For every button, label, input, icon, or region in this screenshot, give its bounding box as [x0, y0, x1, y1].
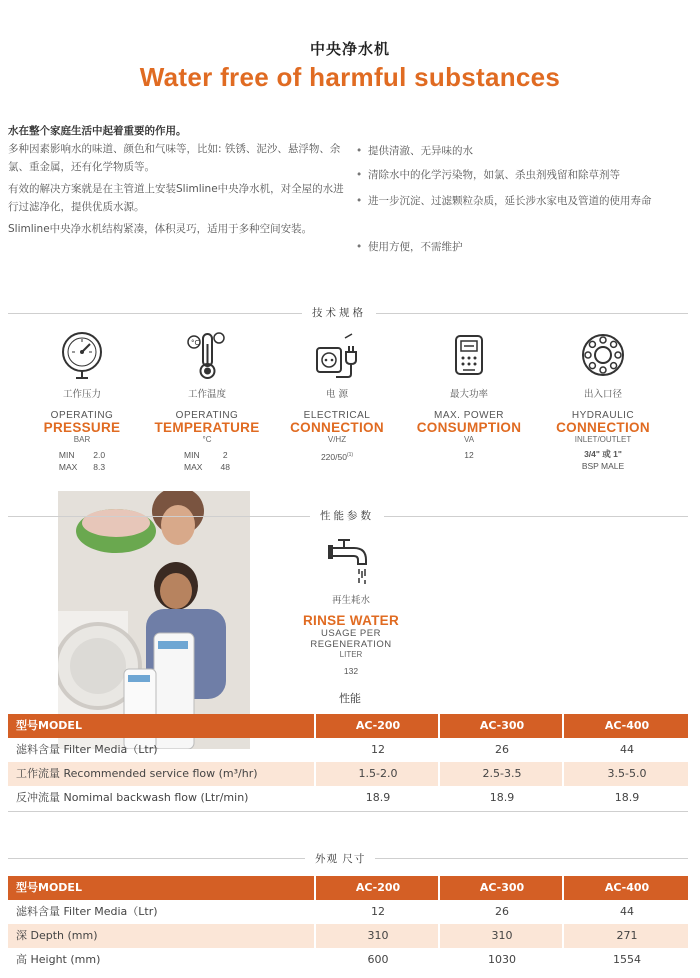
table-cell: 18.9 [614, 791, 640, 804]
table-cell: 1.5-2.0 [358, 767, 398, 780]
table-cell: 滤料含量 Filter Media（Ltr) [16, 905, 158, 918]
performance-section-label: 性能参数 [310, 508, 384, 523]
spec-en-label: MAX. POWER [433, 410, 504, 421]
spec-rinse-water [281, 534, 421, 677]
spec-cn-label: 工作温度 [187, 389, 226, 400]
feature-item: • 提供清澈、无异味的水 [356, 145, 473, 157]
spec-unit: LITER [339, 650, 363, 659]
dimensions-table [8, 876, 688, 972]
specs-section-label: 技术规格 [302, 305, 376, 320]
power-meter-icon [447, 330, 491, 380]
spec-value: 132 [343, 666, 359, 676]
table-cell: 44 [620, 743, 634, 756]
spec-cn-label: 电 源 [325, 389, 349, 400]
table-cell: 深 Depth (mm) [16, 929, 98, 942]
table-row [8, 786, 688, 810]
spec-en-label: OPERATING [175, 410, 239, 421]
spec-unit: V/HZ [327, 435, 347, 444]
power-plug-icon [312, 330, 362, 380]
table-cell: 1030 [488, 953, 516, 966]
spec-en-label: HYDRAULIC [571, 410, 635, 421]
table-header-cell: 型号MODEL [16, 719, 82, 732]
spec-en-label: OPERATING [50, 410, 114, 421]
table-header-cell: AC-200 [355, 881, 401, 894]
feature-item: • 使用方便，不需维护 [356, 241, 463, 253]
intro-p3: Slimline中央净水机结构紧凑，体积灵巧，适用于多种空间安装。 [8, 223, 313, 235]
spec-en-title: TEMPERATURE [154, 420, 260, 435]
spec-unit: INLET/OUTLET [574, 435, 632, 444]
spec-value: 12 [464, 450, 474, 460]
performance-table [8, 714, 688, 810]
svg-text:°C: °C [191, 339, 200, 347]
pressure-gauge-icon [60, 330, 104, 380]
spec-minmax: MIN 2 MAX 48 [184, 450, 230, 472]
table-cell: 12 [371, 905, 385, 918]
table-cell: 18.9 [365, 791, 391, 804]
table-cell: 2.5-3.5 [482, 767, 522, 780]
table-row [8, 762, 688, 786]
table-cell: 工作流量 Recommended service flow (m³/hr) [16, 767, 258, 780]
spec-cn-label: 最大功率 [449, 389, 488, 400]
spec-en-title: CONNECTION [290, 420, 384, 435]
table-header-cell: AC-400 [604, 881, 650, 894]
spec-value: 220/50$^{(1)}$ [320, 451, 354, 462]
spec-value-2: BSP MALE [581, 461, 625, 471]
spec-unit: °C [202, 435, 212, 444]
table-header-row [8, 714, 688, 738]
table1-caption: 性能 [339, 692, 361, 705]
product-lifestyle-photo [58, 491, 250, 749]
intro-lead: 水在整个家庭生活中起着重要的作用。 [8, 125, 187, 137]
spec-en-title: PRESSURE [43, 420, 121, 435]
spec-electrical-connection [272, 330, 402, 463]
spec-en-title: CONSUMPTION [416, 420, 522, 435]
table-cell: 600 [367, 953, 389, 966]
table-header-row [8, 876, 688, 900]
spec-cn-label: 再生耗水 [331, 595, 370, 606]
table-cell: 310 [367, 929, 389, 942]
table-cell: 12 [371, 743, 385, 756]
table-header-cell: AC-300 [479, 719, 525, 732]
spec-en-label: ELECTRICAL [303, 410, 371, 421]
intro-p2: 有效的解决方案就是在主管道上安装Slimline中央净水机，对全屋的水进行过滤净化，提供优质水源。 [8, 183, 344, 213]
page-title-en: Water free of harmful substances [139, 62, 561, 92]
spec-unit: BAR [73, 435, 91, 444]
table-header-cell: AC-200 [355, 719, 401, 732]
spec-minmax: MIN 2.0 MAX 8.3 [58, 450, 106, 472]
spec-en-label: USAGE PER REGENERATION [310, 628, 392, 650]
table-cell: 26 [495, 743, 509, 756]
page-title-cn: 中央净水机 [309, 40, 390, 58]
feature-item: • 清除水中的化学污染物，如氯、杀虫剂残留和除草剂等 [356, 169, 620, 181]
table-row [8, 900, 688, 924]
table-row [8, 924, 688, 948]
spec-value: 3/4" 或 1" [584, 449, 622, 459]
table-cell: 44 [620, 905, 634, 918]
spec-max-power [404, 330, 534, 461]
table-cell: 271 [616, 929, 638, 942]
feature-item: • 进一步沉淀、过滤颗粒杂质，延长涉水家电及管道的使用寿命 [356, 195, 652, 207]
spec-cn-label: 工作压力 [62, 389, 101, 400]
table-cell: 滤料含量 Filter Media（Ltr) [16, 743, 158, 756]
table2-caption: 外观 尺寸 [305, 851, 375, 866]
table-row [8, 738, 688, 762]
table-cell: 高 Height (mm) [16, 953, 101, 966]
table-cell: 1554 [613, 953, 641, 966]
spec-cn-label: 出入口径 [583, 389, 622, 400]
table-header-cell: AC-400 [604, 719, 650, 732]
spec-en-title: RINSE WATER [302, 613, 400, 628]
table-header-cell: 型号MODEL [16, 881, 82, 894]
intro-text [8, 122, 348, 238]
intro-p1: 多种因素影响水的味道、颜色和气味等，比如: 铁锈、泥沙、悬浮物、余氯、重金属，还有化学物质等。 [8, 143, 341, 173]
spec-unit: VA [463, 435, 475, 444]
divider [8, 811, 688, 812]
spec-operating-temperature [142, 330, 272, 473]
spec-en-title: CONNECTION [556, 420, 650, 435]
flange-icon [578, 330, 628, 380]
table-cell: 3.5-5.0 [607, 767, 647, 780]
table-cell: 310 [491, 929, 513, 942]
spec-operating-pressure [17, 330, 147, 473]
table-cell: 反冲流量 Nomimal backwash flow (Ltr/min) [16, 791, 249, 804]
faucet-icon [326, 534, 376, 586]
spec-hydraulic-connection [538, 330, 668, 472]
thermometer-icon [185, 330, 229, 380]
table-cell: 26 [495, 905, 509, 918]
table-cell: 18.9 [489, 791, 515, 804]
table-row [8, 948, 688, 972]
table-header-cell: AC-300 [479, 881, 525, 894]
